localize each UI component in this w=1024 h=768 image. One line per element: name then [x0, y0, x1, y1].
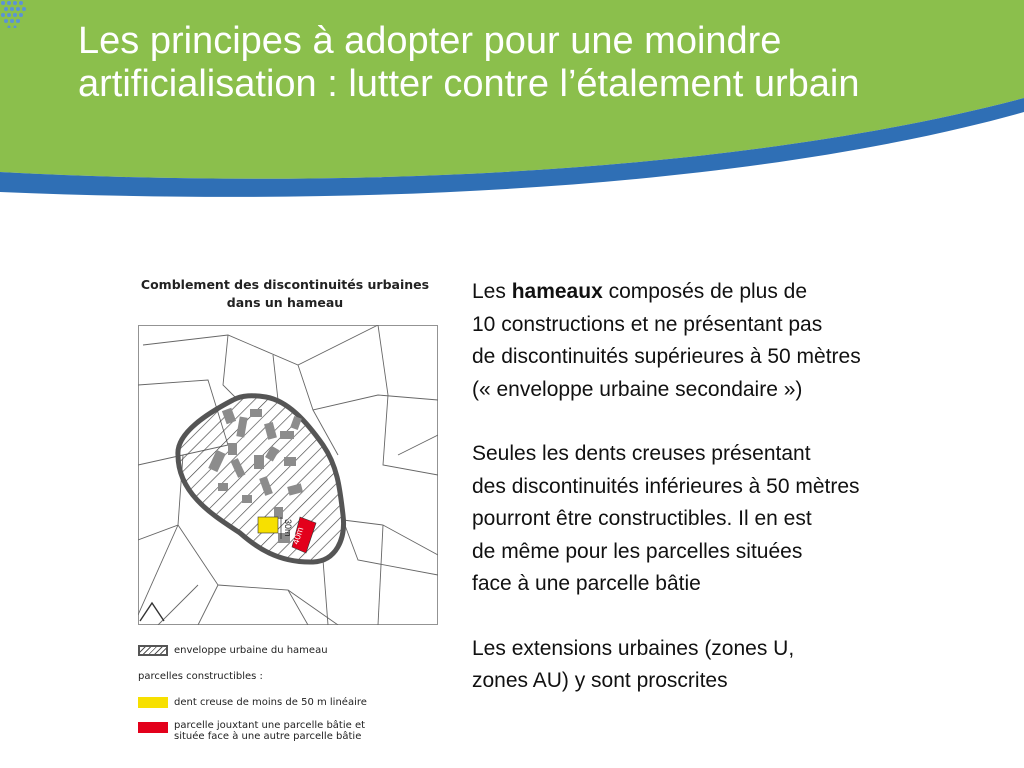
figure-title-line2: dans un hameau	[226, 295, 344, 310]
red-swatch	[138, 722, 168, 733]
p1-line3: de discontinuités supérieures à 50 mètres	[472, 345, 861, 368]
paragraph-extensions	[472, 633, 1002, 698]
legend-envelope	[138, 642, 328, 658]
figure-title	[130, 276, 440, 312]
legend-yellow	[138, 694, 367, 710]
p1-hamlets-bold: hameaux	[511, 280, 603, 303]
paragraph-hamlets	[472, 276, 1002, 406]
legend-red-line2: située face à une autre parcelle bâtie	[174, 731, 362, 742]
p2-line5: face à une parcelle bâtie	[472, 572, 701, 595]
p3-line1: Les extensions urbaines (zones U,	[472, 636, 795, 660]
p1-line1-pre: Les	[472, 280, 512, 303]
paragraph-gaps	[472, 438, 1002, 601]
legend-red	[138, 720, 365, 750]
legend-yellow-label: dent creuse de moins de 50 m linéaire	[174, 696, 367, 708]
legend-red-text	[174, 720, 365, 742]
p1-line1-post: composés de plus de	[602, 280, 808, 303]
north-arrow	[140, 603, 164, 621]
slide-title: Les principes à adopter pour une moindre artificialisation : lutter contre l’étalement urbain	[78, 20, 860, 105]
yellow-swatch	[138, 697, 168, 708]
p1-line1	[472, 276, 1002, 309]
legend-constructible-label: parcelles constructibles :	[138, 670, 263, 682]
measure-30m-label: 30m	[283, 519, 293, 537]
measure-40m-label: 40m	[290, 525, 306, 546]
p2-line1: Seules les dents creuses présentant	[472, 442, 811, 465]
legend-envelope-label: enveloppe urbaine du hameau	[174, 644, 328, 656]
p1-line2: 10 constructions et ne présentant pas	[472, 312, 823, 336]
p2-line3: pourront être constructibles. Il en est	[472, 507, 812, 530]
p1-line4: (« enveloppe urbaine secondaire »)	[472, 377, 803, 401]
body-text	[472, 276, 1002, 730]
legend-constructible-heading	[138, 668, 263, 684]
envelope-swatch	[138, 645, 168, 656]
p2-line4: de même pour les parcelles situées	[472, 539, 803, 563]
p3-line2: zones AU) y sont proscrites	[472, 669, 728, 692]
figure-title-line1: Comblement des discontinuités urbaines	[140, 277, 430, 292]
p2-line2: des discontinuités inférieures à 50 mètres	[472, 474, 860, 498]
title-banner	[0, 0, 1024, 210]
hamlet-map	[138, 325, 438, 625]
legend-red-line1: parcelle jouxtant une parcelle bâtie et	[174, 720, 366, 731]
dots-icon	[0, 0, 28, 28]
